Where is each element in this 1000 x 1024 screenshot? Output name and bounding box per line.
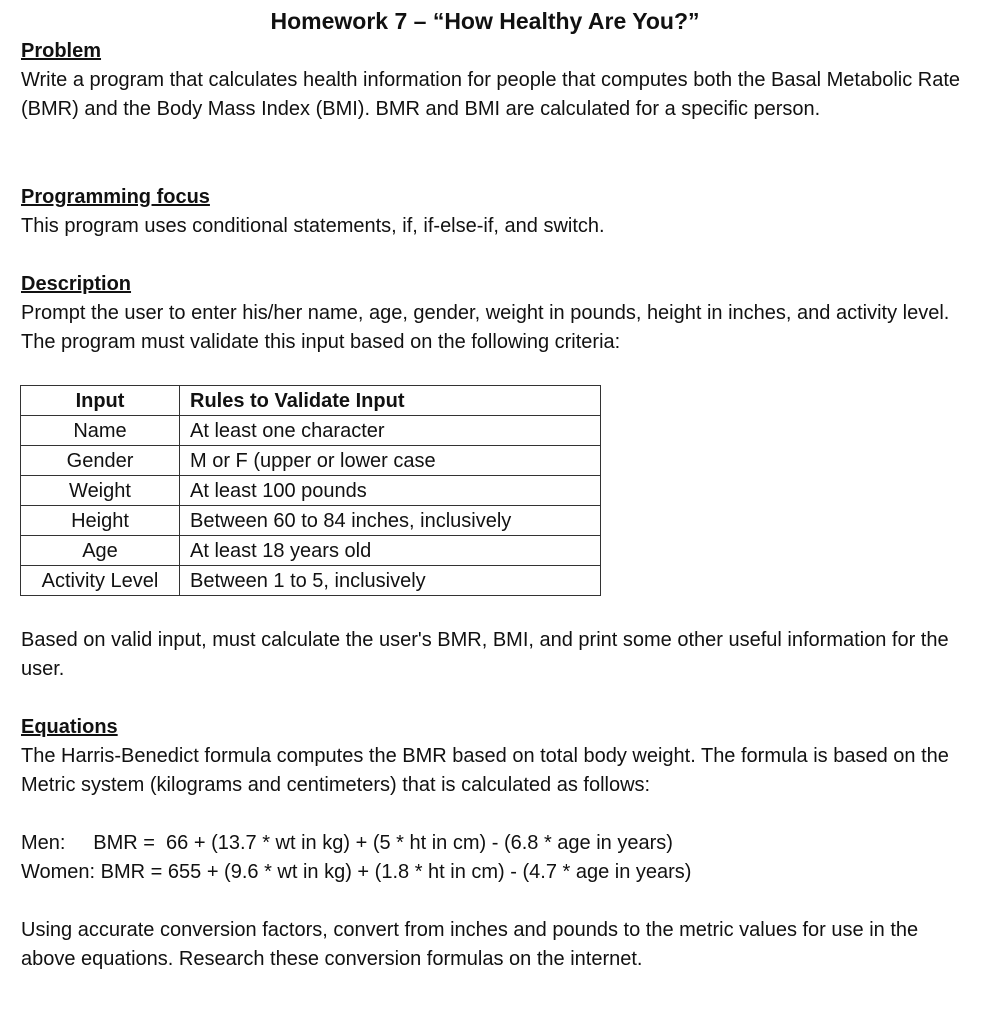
table-row: [21, 416, 601, 446]
conversion-text: Using accurate conversion factors, convert from inches and pounds to the metric values for use in the above equations. Research these conversion formulas on the internet.: [21, 919, 919, 970]
validation-table: [20, 385, 601, 596]
row-input: Gender: [21, 446, 180, 476]
description-section: [21, 270, 971, 357]
row-input: Age: [21, 536, 180, 566]
row-input: Height: [21, 506, 180, 536]
equations-text: The Harris-Benedict formula computes the BMR based on total body weight. The formula is based on the Metric system (kilograms and centimeters) that is calculated as follows:: [21, 745, 949, 796]
equations-section: [21, 713, 971, 800]
problem-section: [21, 37, 971, 124]
table-row: [21, 476, 601, 506]
women-formula: Women: BMR = 655 + (9.6 * wt in kg) + (1.8 * ht in cm) - (4.7 * age in years): [21, 861, 692, 883]
after-table-text: Based on valid input, must calculate the user's BMR, BMI, and print some other useful information for the user.: [21, 629, 949, 680]
header-input: Input: [21, 386, 180, 416]
row-input: Weight: [21, 476, 180, 506]
description-text: Prompt the user to enter his/her name, age, gender, weight in pounds, height in inches, and activity level. The program must validate this input based on the following criteria:: [21, 302, 950, 353]
problem-heading: Problem: [21, 40, 102, 62]
header-rules: Rules to Validate Input: [180, 386, 601, 416]
row-rule: At least one character: [180, 416, 601, 446]
row-rule: At least 100 pounds: [180, 476, 601, 506]
table-row: [21, 536, 601, 566]
row-rule: At least 18 years old: [180, 536, 601, 566]
description-heading: Description: [21, 273, 132, 295]
row-rule: M or F (upper or lower case: [180, 446, 601, 476]
table-header-row: [21, 386, 601, 416]
document-title: Homework 7 – “How Healthy Are You?”: [270, 8, 700, 34]
focus-heading: Programming focus: [21, 186, 210, 208]
row-rule: Between 1 to 5, inclusively: [180, 566, 601, 596]
problem-text: Write a program that calculates health information for people that computes both the Basal Metabolic Rate (BMR) and the Body Mass Index (BMI). BMR and BMI are calculated for a specific person.: [21, 69, 961, 120]
table-row: [21, 566, 601, 596]
row-rule: Between 60 to 84 inches, inclusively: [180, 506, 601, 536]
table-row: [21, 506, 601, 536]
after-table-section: [21, 626, 971, 684]
focus-section: [21, 183, 971, 241]
table-row: [21, 446, 601, 476]
men-formula: Men: BMR = 66 + (13.7 * wt in kg) + (5 * ht in cm) - (6.8 * age in years): [21, 832, 673, 854]
row-input: Activity Level: [21, 566, 180, 596]
conversion-section: [21, 916, 971, 974]
formulas: [21, 829, 971, 887]
focus-text: This program uses conditional statements, if, if-else-if, and switch.: [21, 215, 605, 237]
row-input: Name: [21, 416, 180, 446]
equations-heading: Equations: [21, 716, 118, 738]
